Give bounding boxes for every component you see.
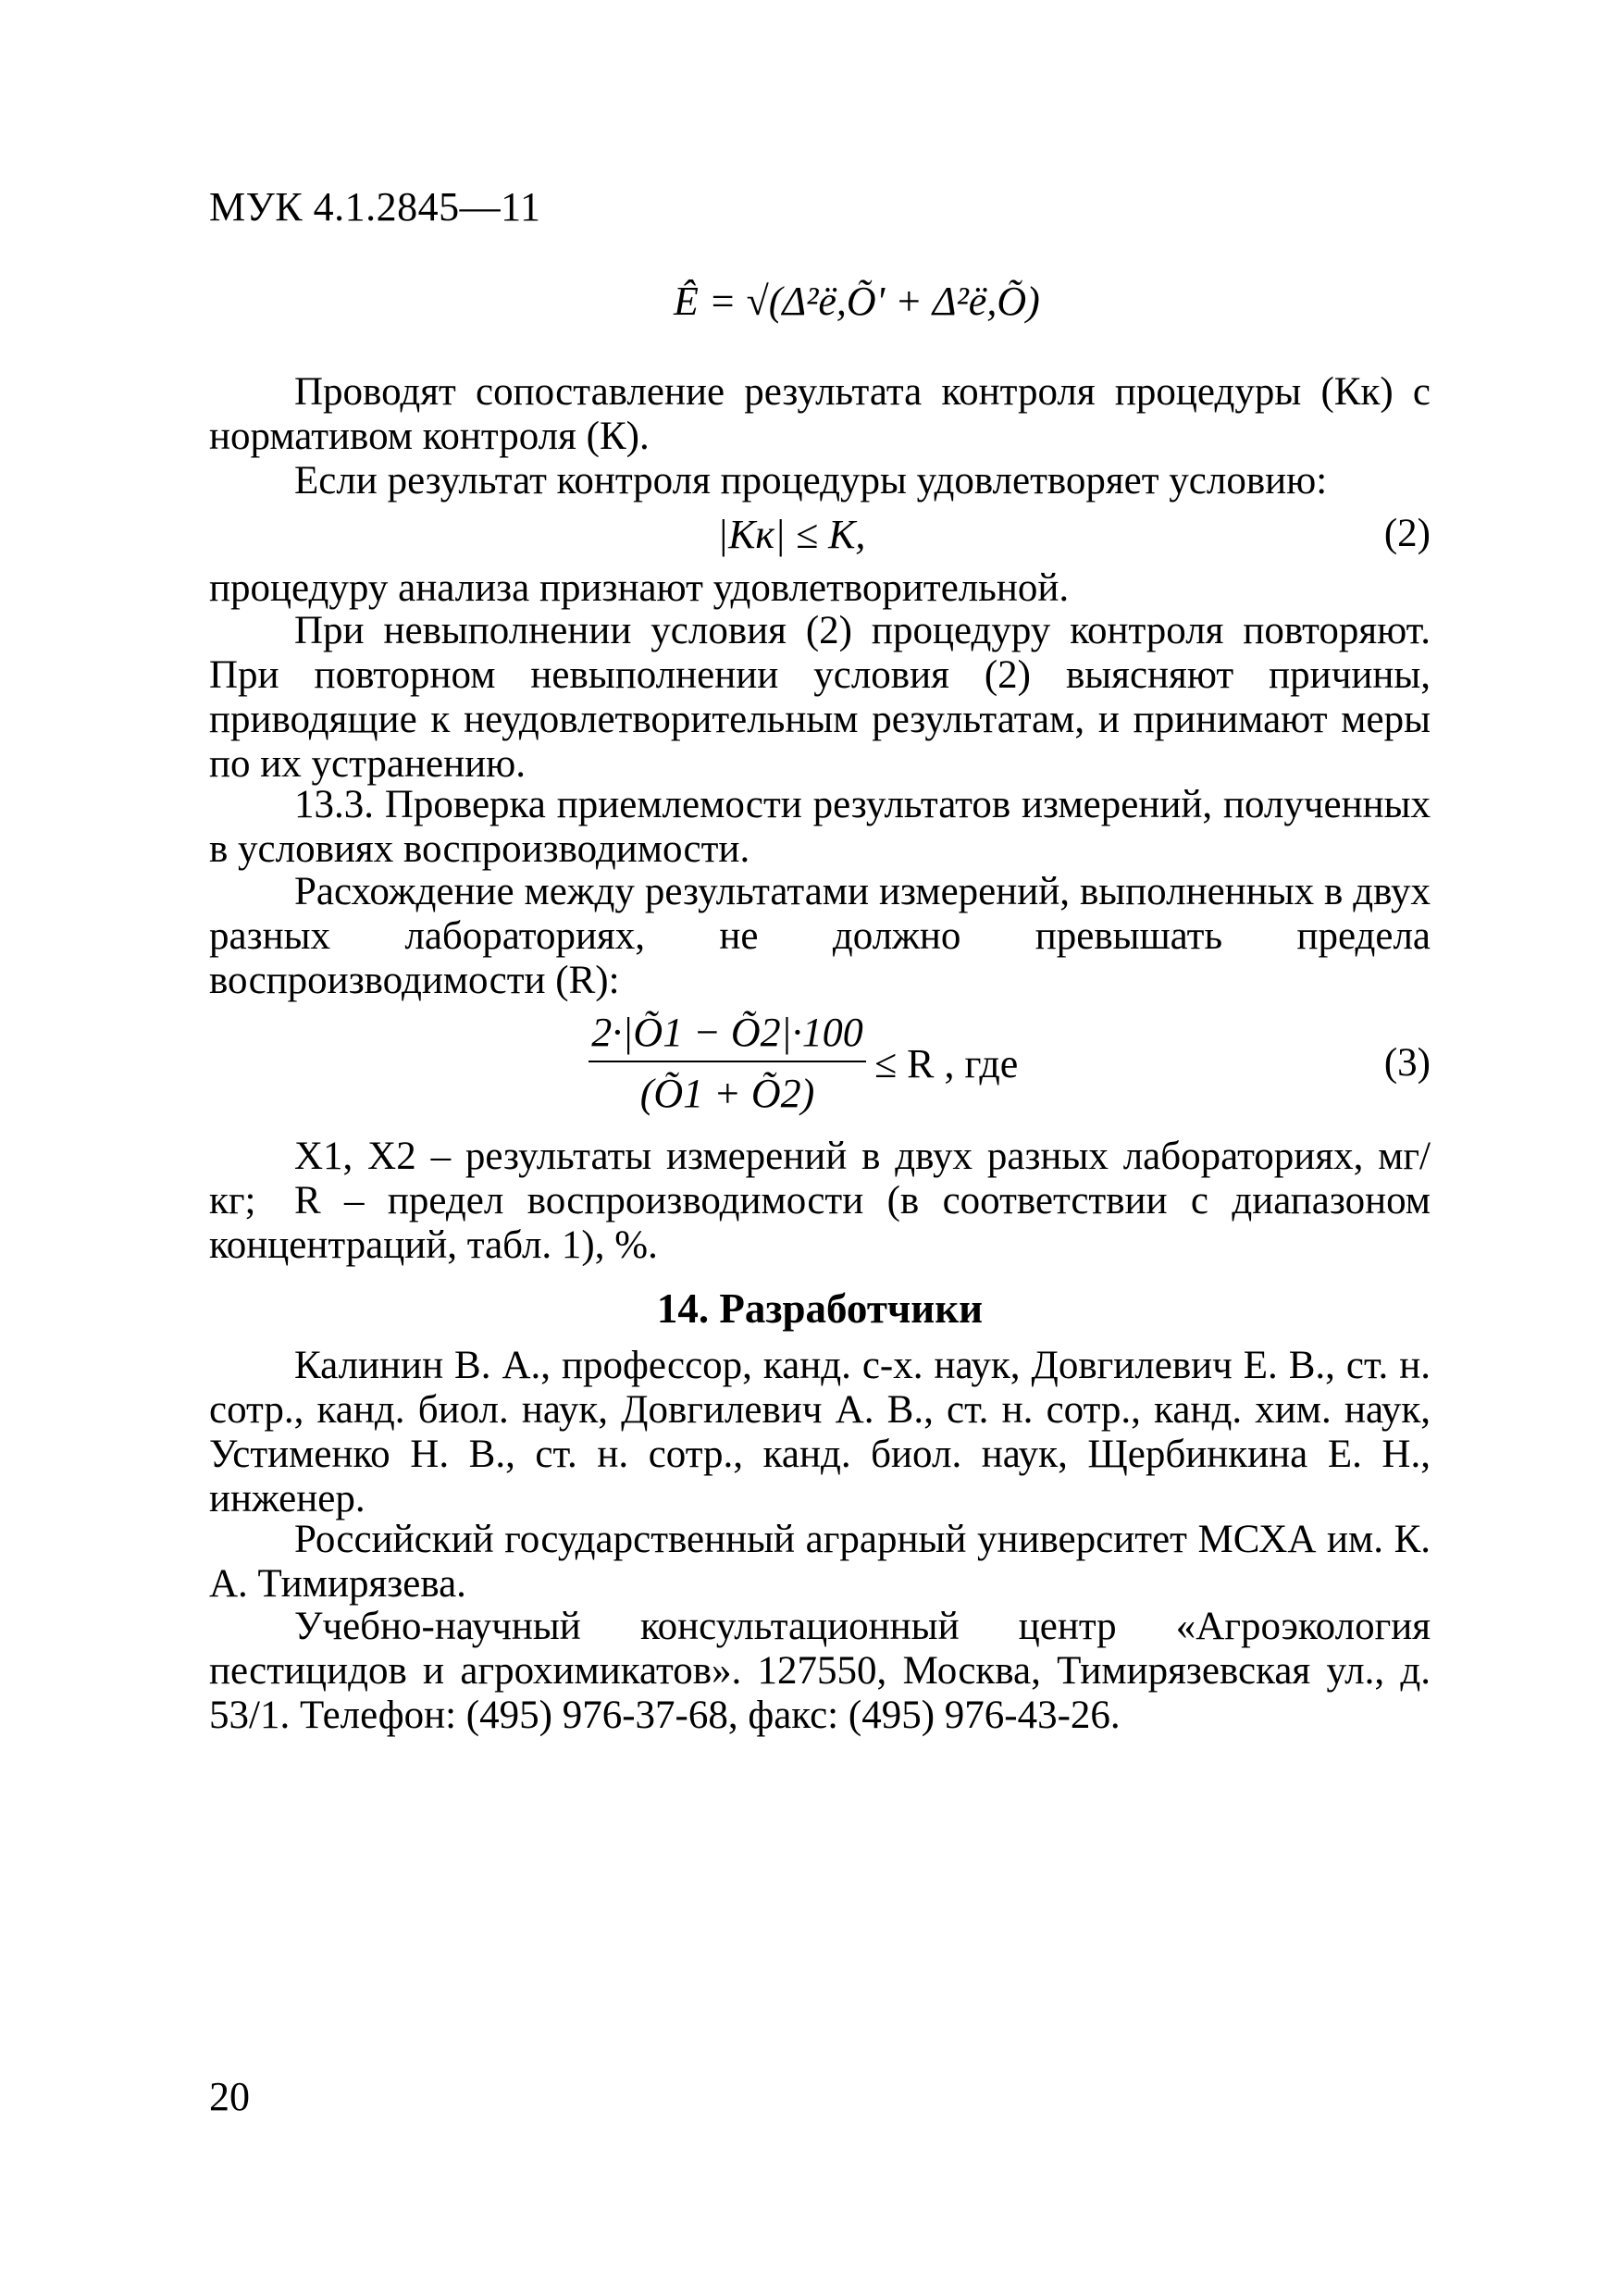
- paragraph-x-definition: X1, X2 – результаты измерений в двух разных лабораториях, мг/кг;: [209, 1135, 1431, 1222]
- paragraph-repeat: При невыполнении условия (2) процедуру контроля повторяют. При повторном невыполнении условия (2) выясняют причины, приводящие к неудовлетворительным результатам, и принимают меры по их устранению.: [209, 609, 1431, 786]
- formula-2-number: (2): [1383, 512, 1431, 555]
- paragraph-satisfactory: процедуру анализа признают удовлетворительной.: [209, 566, 1070, 610]
- fraction-bar: [588, 1061, 866, 1062]
- page-number: 20: [209, 2074, 250, 2119]
- paragraph-developers: Калинин В. А., профессор, канд. с-х. наук, Довгилевич Е. В., ст. н. сотр., канд. биол. наук, Довгилевич А. В., ст. н. сотр., канд. хим. наук, Устименко Н. В., ст. н. сотр., канд. биол. наук, Щербинкина Е. Н., инженер.: [209, 1344, 1431, 1520]
- formula-2: |Кк| ≤ К,: [717, 512, 866, 557]
- paragraph-university: Российский государственный аграрный университет МСХА им. К. А. Тимирязева.: [209, 1518, 1431, 1606]
- paragraph-r-definition: R – предел воспроизводимости (в соответствии с диапазоном концентраций, табл. 1), %.: [209, 1179, 1431, 1267]
- paragraph-section-13-3: 13.3. Проверка приемлемости результатов измерений, полученных в условиях воспроизводимости.: [209, 783, 1431, 871]
- document-code-header: МУК 4.1.2845—11: [209, 184, 541, 230]
- formula-3-number: (3): [1383, 1041, 1431, 1085]
- paragraph-discrepancy: Расхождение между результатами измерений, выполненных в двух разных лабораториях, не должно превышать предела воспроизводимости (R):: [209, 870, 1431, 1002]
- formula-3-denominator: (Õ1 + Õ2): [639, 1071, 815, 1116]
- formula-k: Ê = √(Δ²ë,Õ' + Δ²ë,Õ): [674, 279, 1040, 324]
- paragraph-comparison: Проводят сопоставление результата контроля процедуры (Кк) с нормативом контроля (К).: [209, 370, 1431, 458]
- paragraph-condition: Если результат контроля процедуры удовлетворяет условию:: [294, 459, 1328, 503]
- section-14-title: 14. Разработчики: [656, 1285, 984, 1332]
- formula-3-tail: ≤ R , где: [874, 1041, 1019, 1086]
- formula-3-numerator: 2·|Õ1 − Õ2|·100: [591, 1010, 863, 1055]
- paragraph-center: Учебно-научный консультационный центр «Агроэкология пестицидов и агрохимикатов». 127550, Москва, Тимирязевская ул., д. 53/1. Телефон: (495) 976-37-68, факс: (495) 976-43-26.: [209, 1605, 1431, 1737]
